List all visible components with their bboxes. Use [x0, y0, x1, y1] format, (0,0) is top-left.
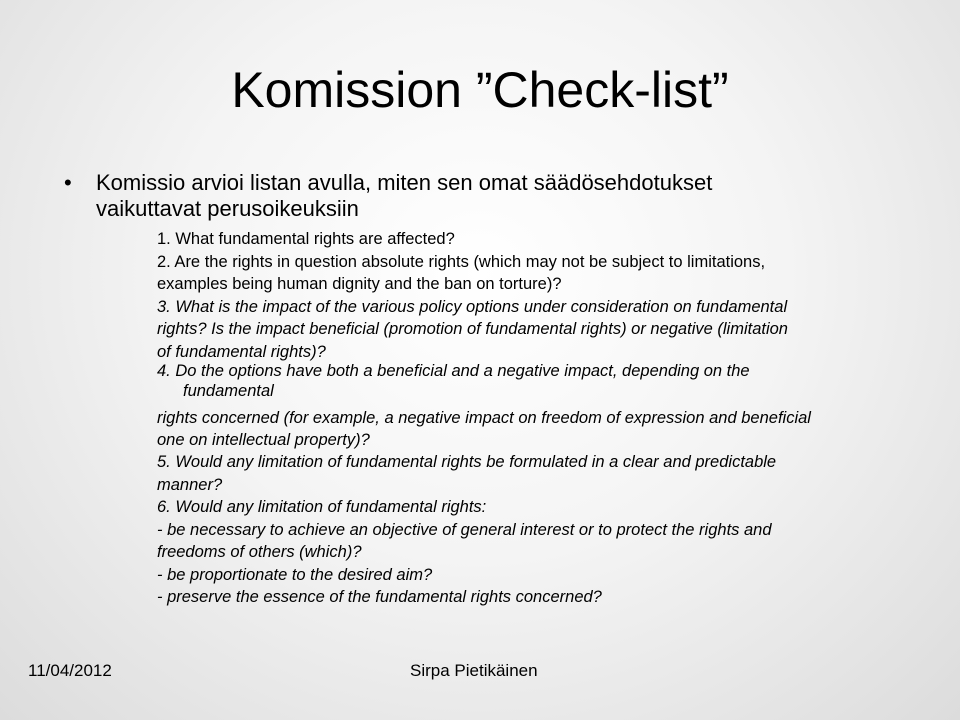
checklist-line: - be proportionate to the desired aim? — [157, 565, 433, 584]
checklist-line: 3. What is the impact of the various policy options under consideration on fundamental — [157, 297, 788, 316]
checklist-line: one on intellectual property)? — [157, 430, 370, 449]
checklist-line: 1. What fundamental rights are affected? — [157, 230, 455, 248]
checklist-line: - preserve the essence of the fundamental rights concerned? — [157, 588, 602, 606]
bullet-text — [96, 170, 916, 222]
checklist-line: 4. Do the options have both a beneficial and a negative impact, depending on the — [157, 362, 750, 380]
checklist-line: fundamental — [183, 382, 274, 400]
checklist-line: freedoms of others (which)? — [157, 543, 362, 561]
slide-title: Komission ”Check-list” — [231, 62, 729, 118]
checklist-line: 6. Would any limitation of fundamental rights: — [157, 498, 487, 516]
footer-author: Sirpa Pietikäinen — [410, 661, 538, 680]
checklist — [157, 228, 917, 609]
bullet-line-1: Komissio arvioi listan avulla, miten sen omat säädösehdotukset — [96, 170, 713, 195]
checklist-line: rights? Is the impact beneficial (promotion of fundamental rights) or negative (limitation — [157, 320, 788, 338]
bullet-dot-icon: • — [64, 170, 72, 195]
footer-date: 11/04/2012 — [28, 661, 112, 680]
checklist-line: 2. Are the rights in question absolute rights (which may not be subject to limitations, — [157, 252, 766, 271]
checklist-line: 5. Would any limitation of fundamental rights be formulated in a clear and predictable — [157, 453, 777, 471]
checklist-line: examples being human dignity and the ban on torture)? — [157, 275, 562, 293]
checklist-line: manner? — [157, 475, 223, 494]
checklist-line: - be necessary to achieve an objective of general interest or to protect the rights and — [157, 520, 772, 539]
checklist-line: of fundamental rights)? — [157, 342, 326, 361]
checklist-line: rights concerned (for example, a negative impact on freedom of expression and beneficial — [157, 408, 811, 427]
bullet-line-2: vaikuttavat perusoikeuksiin — [96, 196, 359, 221]
